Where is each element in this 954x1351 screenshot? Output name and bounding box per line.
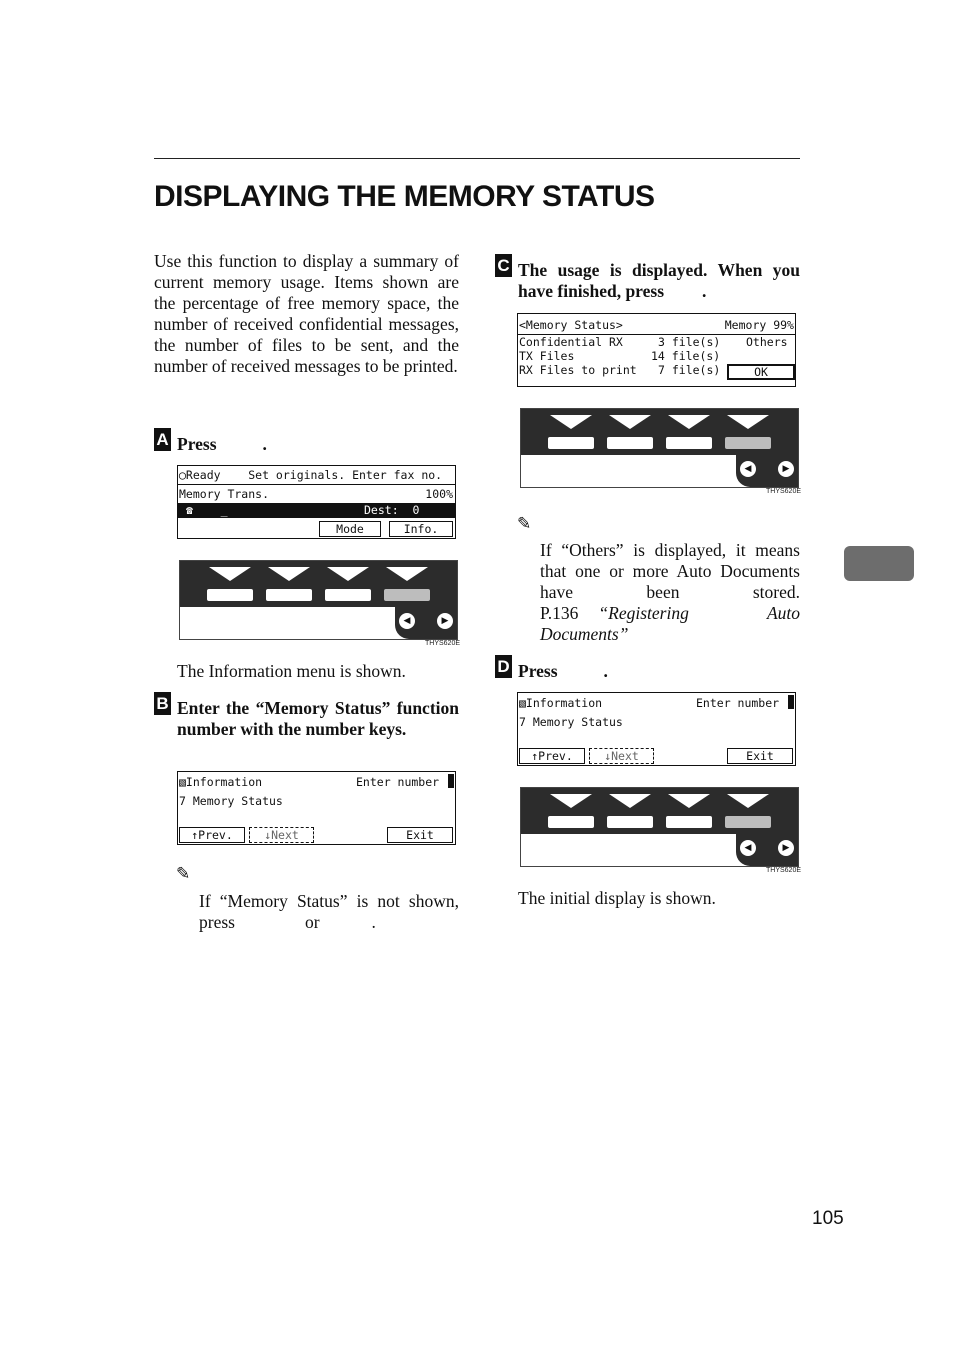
left-arrow-icon[interactable]: ◀: [399, 613, 415, 629]
page-number: 105: [812, 1208, 844, 1229]
function-key-1[interactable]: [548, 816, 594, 828]
lcd-rx-files-to-print: RX Files to print: [519, 363, 637, 377]
prev-button[interactable]: ↑Prev.: [519, 748, 585, 764]
lcd-tx-files-count: 14 file(s): [651, 349, 721, 363]
intro-paragraph: Use this function to display a summary of current memory usage. Items shown are the percentage of free memory space, the number of received confidential messages, the number of files to be sent, and the number of received messages to be printed.: [154, 251, 459, 376]
lcd-initial-screen: [177, 465, 456, 539]
lcd-ready-line: ◯Ready Set originals. Enter fax no.: [179, 468, 443, 482]
right-arrow-icon[interactable]: ▶: [778, 840, 794, 856]
lcd-memory-percent: Memory 99%: [724, 318, 794, 332]
lcd-others-label: Others: [746, 335, 788, 349]
lcd-memory-trans: Memory Trans.: [179, 487, 270, 501]
step-3-text: The usage is displayed. When you have finished, press .: [518, 260, 800, 301]
function-key-1[interactable]: [548, 437, 594, 449]
function-key-2[interactable]: [266, 589, 312, 601]
function-key-panel-2: [520, 408, 799, 488]
step-1-number: A: [154, 428, 171, 451]
lcd-memory-status-item: 7 Memory Status: [519, 715, 623, 729]
lcd-enter-number: Enter number: [696, 696, 780, 710]
step-4-text: Press .: [518, 661, 608, 681]
step-4-number: D: [495, 655, 512, 678]
panel-code: THYS620E: [766, 488, 802, 495]
ok-button[interactable]: OK: [727, 364, 795, 380]
function-key-2[interactable]: [607, 437, 653, 449]
next-button[interactable]: ↓Next: [589, 748, 654, 764]
function-key-4[interactable]: [384, 589, 430, 601]
function-key-panel-1: [179, 560, 458, 640]
lcd-confidential-rx-count: 3 file(s): [658, 335, 721, 349]
prev-button[interactable]: ↑Prev.: [179, 827, 245, 843]
right-arrow-icon[interactable]: ▶: [778, 461, 794, 477]
function-key-3[interactable]: [325, 589, 371, 601]
lcd-dest-count: Dest: 0: [364, 503, 420, 517]
lcd-confidential-rx: Confidential RX: [519, 335, 623, 349]
right-arrow-icon[interactable]: ▶: [437, 613, 453, 629]
step-4-result: The initial display is shown.: [518, 888, 716, 908]
function-key-1[interactable]: [207, 589, 253, 601]
panel-code: THYS620E: [425, 640, 461, 647]
step-2-number: B: [154, 692, 171, 715]
exit-button[interactable]: Exit: [727, 748, 793, 764]
function-key-3[interactable]: [666, 816, 712, 828]
mode-button[interactable]: Mode: [319, 521, 381, 537]
step-3-number: C: [495, 254, 512, 277]
step-1-text: Press .: [177, 434, 267, 454]
note-pencil-icon: ✎: [517, 514, 532, 534]
lcd-information-screen-2: [517, 692, 796, 766]
left-arrow-icon[interactable]: ◀: [740, 840, 756, 856]
function-key-4[interactable]: [725, 437, 771, 449]
left-arrow-icon[interactable]: ◀: [740, 461, 756, 477]
lcd-enter-number: Enter number: [356, 775, 440, 789]
lcd-rx-files-count: 7 file(s): [658, 363, 721, 377]
function-key-panel-3: [520, 787, 799, 867]
lcd-memory-status-screen: [517, 313, 796, 387]
function-key-3[interactable]: [666, 437, 712, 449]
note-pencil-icon: ✎: [176, 864, 191, 884]
step-1-result: The Information menu is shown.: [177, 661, 406, 681]
step-3-note: If “Others” is displayed, it means that one or more Auto Documents have been stored. P.136 “Registering Auto Documents”: [540, 540, 800, 644]
top-rule: [154, 158, 800, 159]
function-key-4[interactable]: [725, 816, 771, 828]
lcd-information-title: ▧Information: [519, 696, 603, 710]
page-title: DISPLAYING THE MEMORY STATUS: [154, 180, 655, 213]
function-key-2[interactable]: [607, 816, 653, 828]
step-2-note: If “Memory Status” is not shown, press or .: [199, 891, 459, 932]
panel-code: THYS620E: [766, 867, 802, 874]
chapter-tab: [844, 546, 914, 581]
lcd-memory-status-header: <Memory Status>: [519, 318, 623, 332]
exit-button[interactable]: Exit: [387, 827, 453, 843]
lcd-tx-files: TX Files: [519, 349, 575, 363]
lcd-memory-status-item: 7 Memory Status: [179, 794, 283, 808]
step-2-text: Enter the “Memory Status” function number with the number keys.: [177, 698, 459, 739]
info-button[interactable]: Info.: [389, 521, 453, 537]
next-button[interactable]: ↓Next: [249, 827, 314, 843]
lcd-information-title: ▧Information: [179, 775, 263, 789]
lcd-information-screen-1: [177, 771, 456, 845]
lcd-memory-percent: 100%: [425, 487, 453, 501]
lcd-phone-icon: ☎ _: [186, 503, 228, 517]
